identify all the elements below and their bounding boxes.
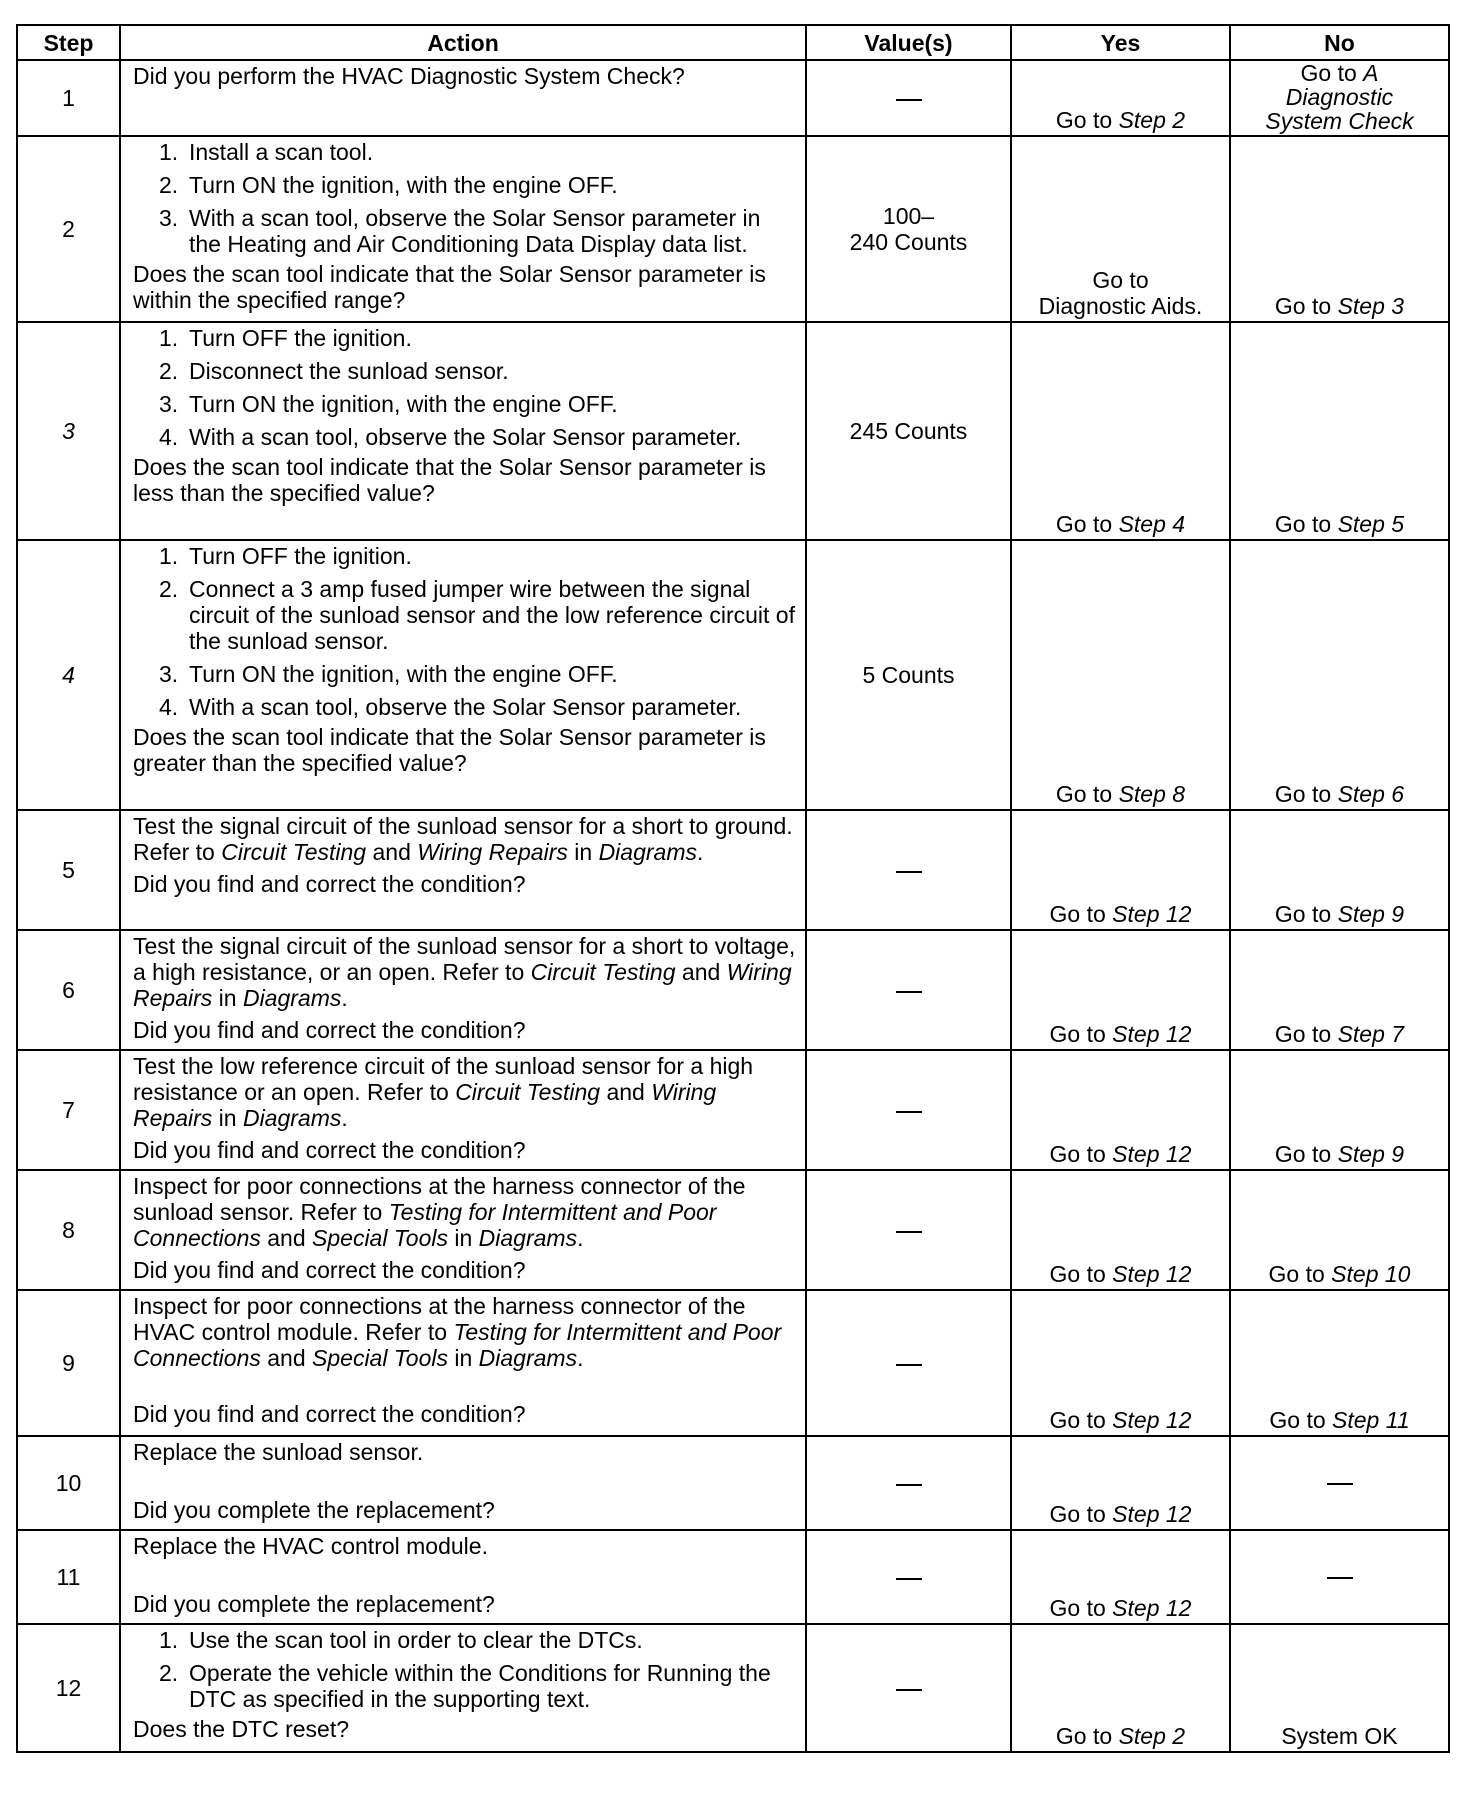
action-cell <box>120 930 806 1050</box>
action-cell <box>120 1290 806 1436</box>
yes-line1: Go to <box>1092 267 1149 293</box>
value-cell: 5 Counts <box>806 540 1011 810</box>
value-dash <box>896 1689 922 1691</box>
list-item: 1. Turn OFF the ignition. <box>159 325 412 351</box>
no-prefix: Go to <box>1274 901 1338 927</box>
yes-cell <box>1011 810 1230 930</box>
table-row <box>17 1170 1449 1290</box>
value-cell <box>806 1436 1011 1530</box>
yes-prefix: Go to <box>1049 901 1113 927</box>
yes-prefix: Go to <box>1049 1407 1113 1433</box>
yes-prefix: Go to <box>1049 1141 1113 1167</box>
table-row <box>17 1290 1449 1436</box>
action-question: Did you complete the replacement? <box>133 1591 495 1617</box>
diagnostic-steps-table <box>16 24 1450 1753</box>
table-header-row <box>17 25 1449 60</box>
action-question: Does the scan tool indicate that the Solar Sensor parameter is less than the specified value? <box>133 454 766 506</box>
value-cell <box>806 1530 1011 1624</box>
list-item: 3. With a scan tool, observe the Solar Sensor parameter in the Heating and Air Conditioning Data Display data list. <box>159 205 761 257</box>
action-question: Did you find and correct the condition? <box>133 1017 526 1043</box>
step-number: 9 <box>17 1290 120 1436</box>
value-dash <box>896 1231 922 1233</box>
yes-target: Step 12 <box>1112 1501 1192 1527</box>
value-cell <box>806 1050 1011 1170</box>
yes-cell <box>1011 136 1230 322</box>
table-row <box>17 540 1449 810</box>
action-cell <box>120 1624 806 1752</box>
table-row <box>17 136 1449 322</box>
step-number: 1 <box>17 60 120 136</box>
action-cell <box>120 136 806 322</box>
value-cell <box>806 1290 1011 1436</box>
no-target: Step 3 <box>1337 293 1405 319</box>
no-prefix: Go to <box>1274 781 1338 807</box>
no-prefix: Go to <box>1274 293 1338 319</box>
action-list <box>133 325 797 450</box>
step-number: 8 <box>17 1170 120 1290</box>
value-dash <box>896 991 922 993</box>
no-target: Step 10 <box>1331 1261 1411 1287</box>
list-item: 3. Turn ON the ignition, with the engine OFF. <box>159 391 618 417</box>
header-action: Action <box>120 25 806 60</box>
no-cell <box>1230 136 1449 322</box>
step-number: 6 <box>17 930 120 1050</box>
value-cell <box>806 930 1011 1050</box>
action-cell <box>120 810 806 930</box>
value-dash <box>896 1111 922 1113</box>
no-target: Step 11 <box>1332 1407 1410 1433</box>
no-prefix: Go to <box>1300 60 1364 86</box>
table-row <box>17 930 1449 1050</box>
action-question: Does the scan tool indicate that the Solar Sensor parameter is greater than the specified value? <box>133 724 766 776</box>
diagnostic-table-container <box>16 24 1448 1753</box>
header-step: Step <box>17 25 120 60</box>
value-cell <box>806 1624 1011 1752</box>
yes-cell <box>1011 60 1230 136</box>
action-question: Does the DTC reset? <box>133 1716 350 1742</box>
action-intro: Replace the sunload sensor. <box>133 1439 424 1465</box>
no-cell <box>1230 930 1449 1050</box>
value-cell <box>806 1170 1011 1290</box>
list-item: 2. Operate the vehicle within the Conditions for Running the DTC as specified in the supporting text. <box>159 1660 771 1712</box>
yes-line2: Diagnostic Aids. <box>1038 293 1203 319</box>
table-row <box>17 810 1449 930</box>
table-row <box>17 1436 1449 1530</box>
yes-target: Step 12 <box>1112 1141 1192 1167</box>
action-text: Test the low reference circuit of the sunload sensor for a high resistance or an open. Refer to Circuit Testing and Wiring Repairs in Diagrams. <box>133 1053 754 1131</box>
yes-target: Step 12 <box>1112 1407 1192 1433</box>
value-line2: 240 Counts <box>849 229 968 255</box>
list-item: 4. With a scan tool, observe the Solar Sensor parameter. <box>159 424 742 450</box>
no-cell <box>1230 540 1449 810</box>
no-prefix: Go to <box>1274 1021 1338 1047</box>
yes-cell <box>1011 1050 1230 1170</box>
table-row <box>17 1050 1449 1170</box>
step-number: 5 <box>17 810 120 930</box>
list-item: 1. Install a scan tool. <box>159 139 374 165</box>
no-line2 <box>1231 85 1448 109</box>
no-target-c: System Check <box>1265 108 1414 134</box>
yes-cell <box>1011 322 1230 540</box>
yes-target: Step 12 <box>1112 1261 1192 1287</box>
list-item: 1. Turn OFF the ignition. <box>159 543 412 569</box>
no-cell: System OK <box>1230 1624 1449 1752</box>
action-question: Did you complete the replacement? <box>133 1497 495 1523</box>
action-cell <box>120 1050 806 1170</box>
table-row <box>17 322 1449 540</box>
yes-cell <box>1011 540 1230 810</box>
action-text: Inspect for poor connections at the harness connector of the HVAC control module. Refer to Testing for Intermittent and Poor Connections and Special Tools in Diagrams. <box>133 1293 782 1371</box>
no-target-a: A <box>1363 60 1379 86</box>
value-cell <box>806 60 1011 136</box>
no-prefix: Go to <box>1274 1141 1338 1167</box>
value-cell: 245 Counts <box>806 322 1011 540</box>
no-target: Step 6 <box>1337 781 1405 807</box>
action-list <box>133 139 797 257</box>
no-prefix: Go to <box>1274 511 1338 537</box>
yes-target: Step 8 <box>1118 781 1186 807</box>
action-list <box>133 543 797 720</box>
no-target: Step 9 <box>1337 901 1405 927</box>
yes-prefix: Go to <box>1055 781 1119 807</box>
list-item: 2. Turn ON the ignition, with the engine OFF. <box>159 172 618 198</box>
step-number: 11 <box>17 1530 120 1624</box>
action-cell <box>120 1530 806 1624</box>
step-number: 4 <box>17 540 120 810</box>
table-row <box>17 60 1449 136</box>
yes-prefix: Go to <box>1049 1261 1113 1287</box>
table-row <box>17 1624 1449 1752</box>
yes-prefix: Go to <box>1049 1021 1113 1047</box>
action-cell <box>120 1436 806 1530</box>
no-cell <box>1230 1050 1449 1170</box>
yes-target: Step 12 <box>1112 1021 1192 1047</box>
no-prefix: Go to <box>1269 1407 1333 1433</box>
header-values: Value(s) <box>806 25 1011 60</box>
no-line1 <box>1231 61 1448 85</box>
value-cell <box>806 810 1011 930</box>
value-dash <box>896 871 922 873</box>
header-yes: Yes <box>1011 25 1230 60</box>
step-number: 12 <box>17 1624 120 1752</box>
list-item: 2. Connect a 3 amp fused jumper wire between the signal circuit of the sunload sensor and the low reference circuit of the sunload sensor. <box>159 576 795 654</box>
no-target: Step 5 <box>1337 511 1405 537</box>
action-text: Test the signal circuit of the sunload sensor for a short to ground. Refer to Circuit Testing and Wiring Repairs in Diagrams. <box>133 813 793 865</box>
list-item: 4. With a scan tool, observe the Solar Sensor parameter. <box>159 694 742 720</box>
no-cell <box>1230 810 1449 930</box>
no-cell <box>1230 1530 1449 1624</box>
yes-prefix: Go to <box>1049 1595 1113 1621</box>
action-question: Did you find and correct the condition? <box>133 1401 526 1427</box>
action-list <box>133 1627 797 1712</box>
value-dash <box>896 1578 922 1580</box>
yes-cell <box>1011 1624 1230 1752</box>
action-text: Inspect for poor connections at the harness connector of the sunload sensor. Refer to Testing for Intermittent and Poor Connections and Special Tools in Diagrams. <box>133 1173 746 1251</box>
yes-cell <box>1011 930 1230 1050</box>
yes-target: Step 12 <box>1112 1595 1192 1621</box>
action-intro: Did you perform the HVAC Diagnostic System Check? <box>133 63 685 89</box>
no-cell <box>1230 1290 1449 1436</box>
yes-target: Step 2 <box>1118 107 1186 133</box>
value-cell <box>806 136 1011 322</box>
step-number: 3 <box>17 322 120 540</box>
step-number: 2 <box>17 136 120 322</box>
yes-target: Step 12 <box>1112 901 1192 927</box>
yes-cell <box>1011 1290 1230 1436</box>
action-cell <box>120 540 806 810</box>
action-cell <box>120 60 806 136</box>
yes-prefix: Go to <box>1049 1501 1113 1527</box>
list-item: 1. Use the scan tool in order to clear the DTCs. <box>159 1627 643 1653</box>
no-dash <box>1327 1577 1353 1579</box>
yes-cell <box>1011 1170 1230 1290</box>
step-number: 10 <box>17 1436 120 1530</box>
no-dash <box>1327 1483 1353 1485</box>
action-question: Does the scan tool indicate that the Solar Sensor parameter is within the specified range? <box>133 261 766 313</box>
value-line1: 100– <box>882 203 935 229</box>
no-target: Step 7 <box>1337 1021 1405 1047</box>
no-prefix: Go to <box>1268 1261 1332 1287</box>
yes-cell <box>1011 1530 1230 1624</box>
value-dash <box>896 99 922 101</box>
action-cell <box>120 322 806 540</box>
list-item: 3. Turn ON the ignition, with the engine OFF. <box>159 661 618 687</box>
yes-target: Step 4 <box>1118 511 1186 537</box>
action-question: Did you find and correct the condition? <box>133 1137 526 1163</box>
action-intro: Replace the HVAC control module. <box>133 1533 488 1559</box>
step-number: 7 <box>17 1050 120 1170</box>
action-text: Test the signal circuit of the sunload sensor for a short to voltage, a high resistance, or an open. Refer to Circuit Testing and Wiring Repairs in Diagrams. <box>133 933 796 1011</box>
action-question: Did you find and correct the condition? <box>133 1257 526 1283</box>
no-target-b: Diagnostic <box>1285 84 1394 110</box>
yes-prefix: Go to <box>1055 107 1119 133</box>
no-line3 <box>1231 109 1448 133</box>
yes-prefix: Go to <box>1055 511 1119 537</box>
header-no: No <box>1230 25 1449 60</box>
value-dash <box>896 1484 922 1486</box>
yes-prefix: Go to <box>1055 1723 1119 1749</box>
action-question: Did you find and correct the condition? <box>133 871 526 897</box>
no-cell <box>1230 1170 1449 1290</box>
action-cell <box>120 1170 806 1290</box>
no-cell <box>1230 1436 1449 1530</box>
table-row <box>17 1530 1449 1624</box>
no-target: Step 9 <box>1337 1141 1405 1167</box>
yes-cell <box>1011 1436 1230 1530</box>
yes-target: Step 2 <box>1118 1723 1186 1749</box>
list-item: 2. Disconnect the sunload sensor. <box>159 358 509 384</box>
value-dash <box>896 1364 922 1366</box>
no-cell <box>1230 322 1449 540</box>
no-cell <box>1230 60 1449 136</box>
